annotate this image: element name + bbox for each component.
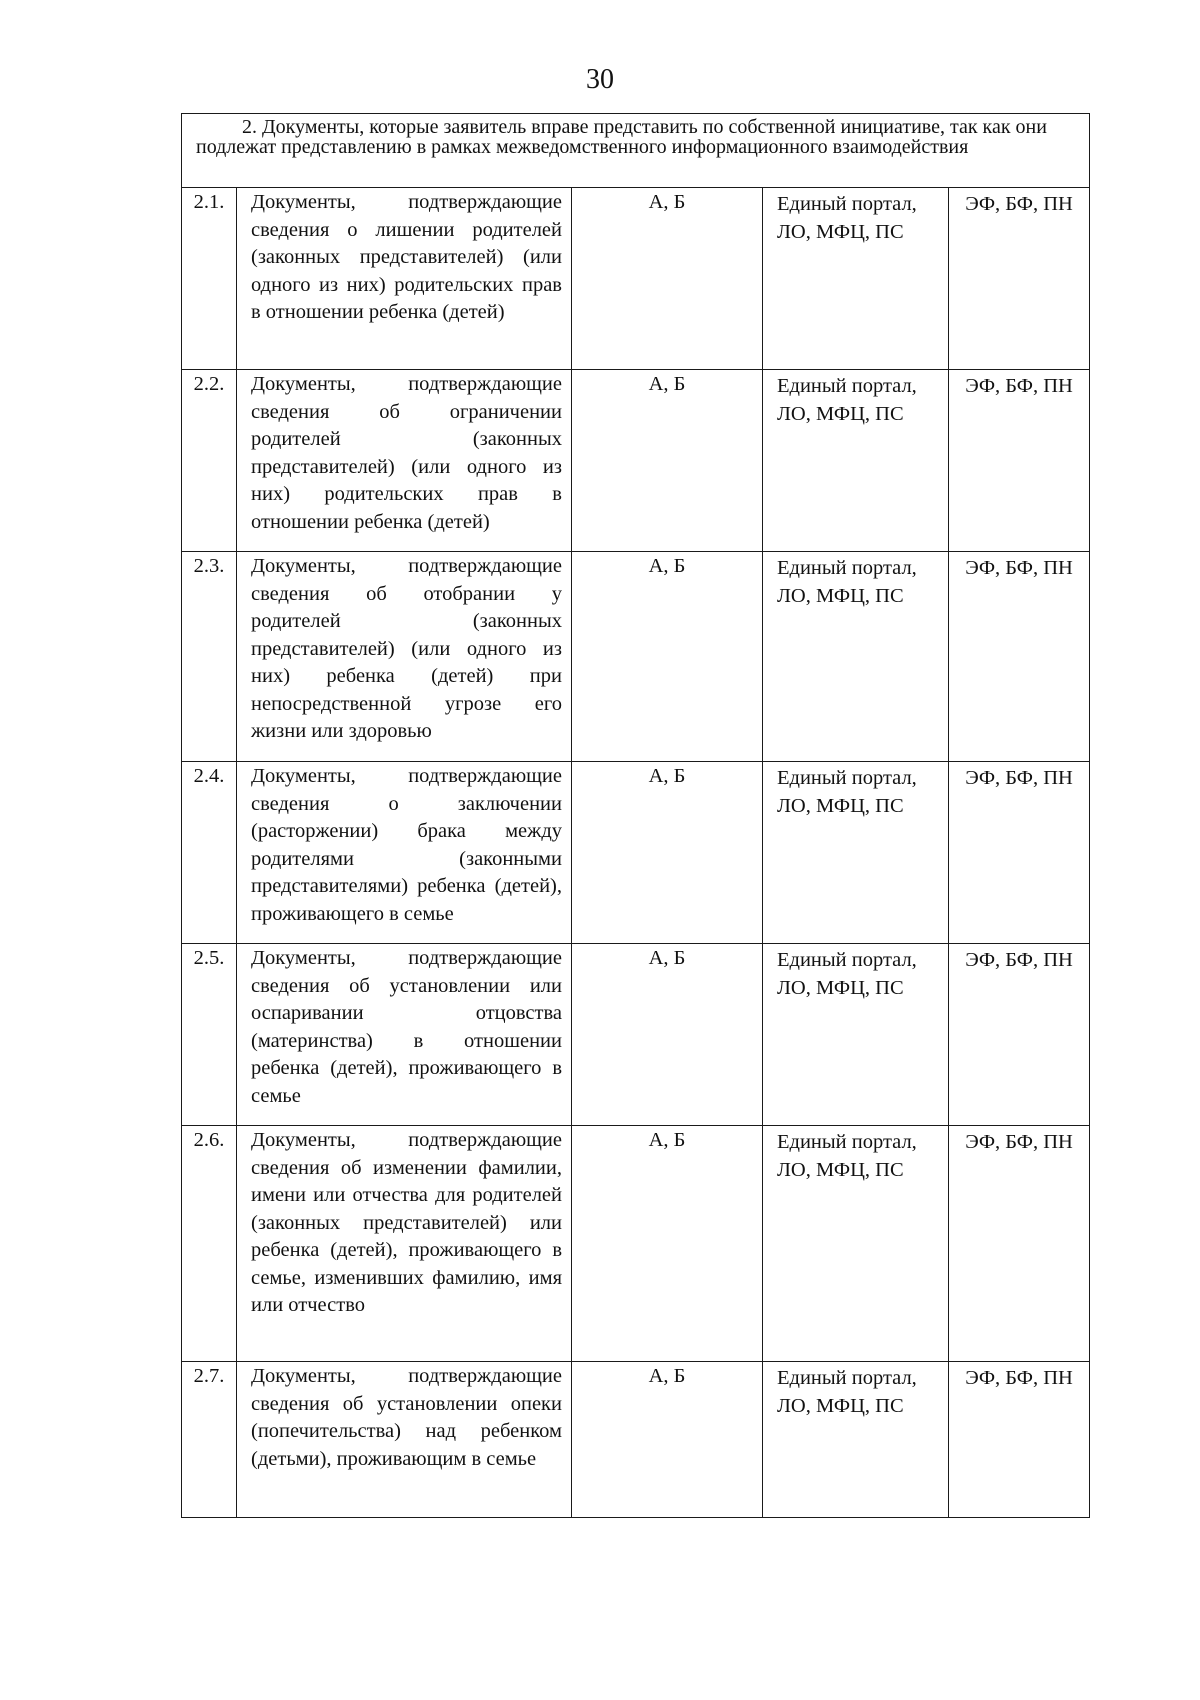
row-description: Документы, подтверждающие сведения о лишении родителей (законных представителей) (или одного из них) родительских прав в отношении ребенка (детей) (237, 188, 572, 370)
section-header-text: 2. Документы, которые заявитель вправе представить по собственной инициативе, так как они подлежат представлению в рамках межведомственного информационного взаимодействия (196, 116, 1047, 158)
section-header-cell (182, 114, 1090, 188)
table-row (182, 370, 1090, 552)
row-description: Документы, подтверждающие сведения об изменении фамилии, имени или отчества для родителей (законных представителей) или ребенка (детей), проживающего в семье, изменивших фамилию, имя или отчество (237, 1126, 572, 1362)
row-number: 2.1. (182, 188, 237, 370)
row-submission-way: Единый портал, ЛО, МФЦ, ПС (763, 1126, 949, 1362)
row-number: 2.3. (182, 552, 237, 762)
row-form: ЭФ, БФ, ПН (949, 762, 1090, 944)
row-number: 2.6. (182, 1126, 237, 1362)
section-header-row (182, 114, 1090, 188)
row-number: 2.7. (182, 1362, 237, 1518)
row-form: ЭФ, БФ, ПН (949, 370, 1090, 552)
row-category: А, Б (572, 944, 763, 1126)
row-description: Документы, подтверждающие сведения об установлении опеки (попечительства) над ребенком (детьми), проживающим в семье (237, 1362, 572, 1518)
row-category: А, Б (572, 552, 763, 762)
row-submission-way: Единый портал, ЛО, МФЦ, ПС (763, 370, 949, 552)
documents-table (181, 113, 1090, 1518)
row-category: А, Б (572, 762, 763, 944)
table-row (182, 1126, 1090, 1362)
row-submission-way: Единый портал, ЛО, МФЦ, ПС (763, 944, 949, 1126)
row-number: 2.5. (182, 944, 237, 1126)
row-form: ЭФ, БФ, ПН (949, 944, 1090, 1126)
row-form: ЭФ, БФ, ПН (949, 188, 1090, 370)
page-number: 30 (586, 64, 614, 95)
row-description: Документы, подтверждающие сведения о заключении (расторжении) брака между родителями (законными представителями) ребенка (детей), проживающего в семье (237, 762, 572, 944)
row-number: 2.4. (182, 762, 237, 944)
row-number: 2.2. (182, 370, 237, 552)
table-row (182, 762, 1090, 944)
row-form: ЭФ, БФ, ПН (949, 1362, 1090, 1518)
table-row (182, 944, 1090, 1126)
row-submission-way: Единый портал, ЛО, МФЦ, ПС (763, 552, 949, 762)
row-description: Документы, подтверждающие сведения об ограничении родителей (законных представителей) (или одного из них) родительских прав в отношении ребенка (детей) (237, 370, 572, 552)
row-category: А, Б (572, 188, 763, 370)
row-category: А, Б (572, 1362, 763, 1518)
row-form: ЭФ, БФ, ПН (949, 552, 1090, 762)
row-submission-way: Единый портал, ЛО, МФЦ, ПС (763, 1362, 949, 1518)
row-submission-way: Единый портал, ЛО, МФЦ, ПС (763, 762, 949, 944)
row-submission-way: Единый портал, ЛО, МФЦ, ПС (763, 188, 949, 370)
table-row (182, 1362, 1090, 1518)
row-form: ЭФ, БФ, ПН (949, 1126, 1090, 1362)
row-category: А, Б (572, 1126, 763, 1362)
table-row (182, 552, 1090, 762)
table-row (182, 188, 1090, 370)
row-description: Документы, подтверждающие сведения об установлении или оспаривании отцовства (материнства) в отношении ребенка (детей), проживающего в семье (237, 944, 572, 1126)
row-category: А, Б (572, 370, 763, 552)
row-description: Документы, подтверждающие сведения об отобрании у родителей (законных представителей) (или одного из них) ребенка (детей) при непосредственной угрозе его жизни или здоровью (237, 552, 572, 762)
